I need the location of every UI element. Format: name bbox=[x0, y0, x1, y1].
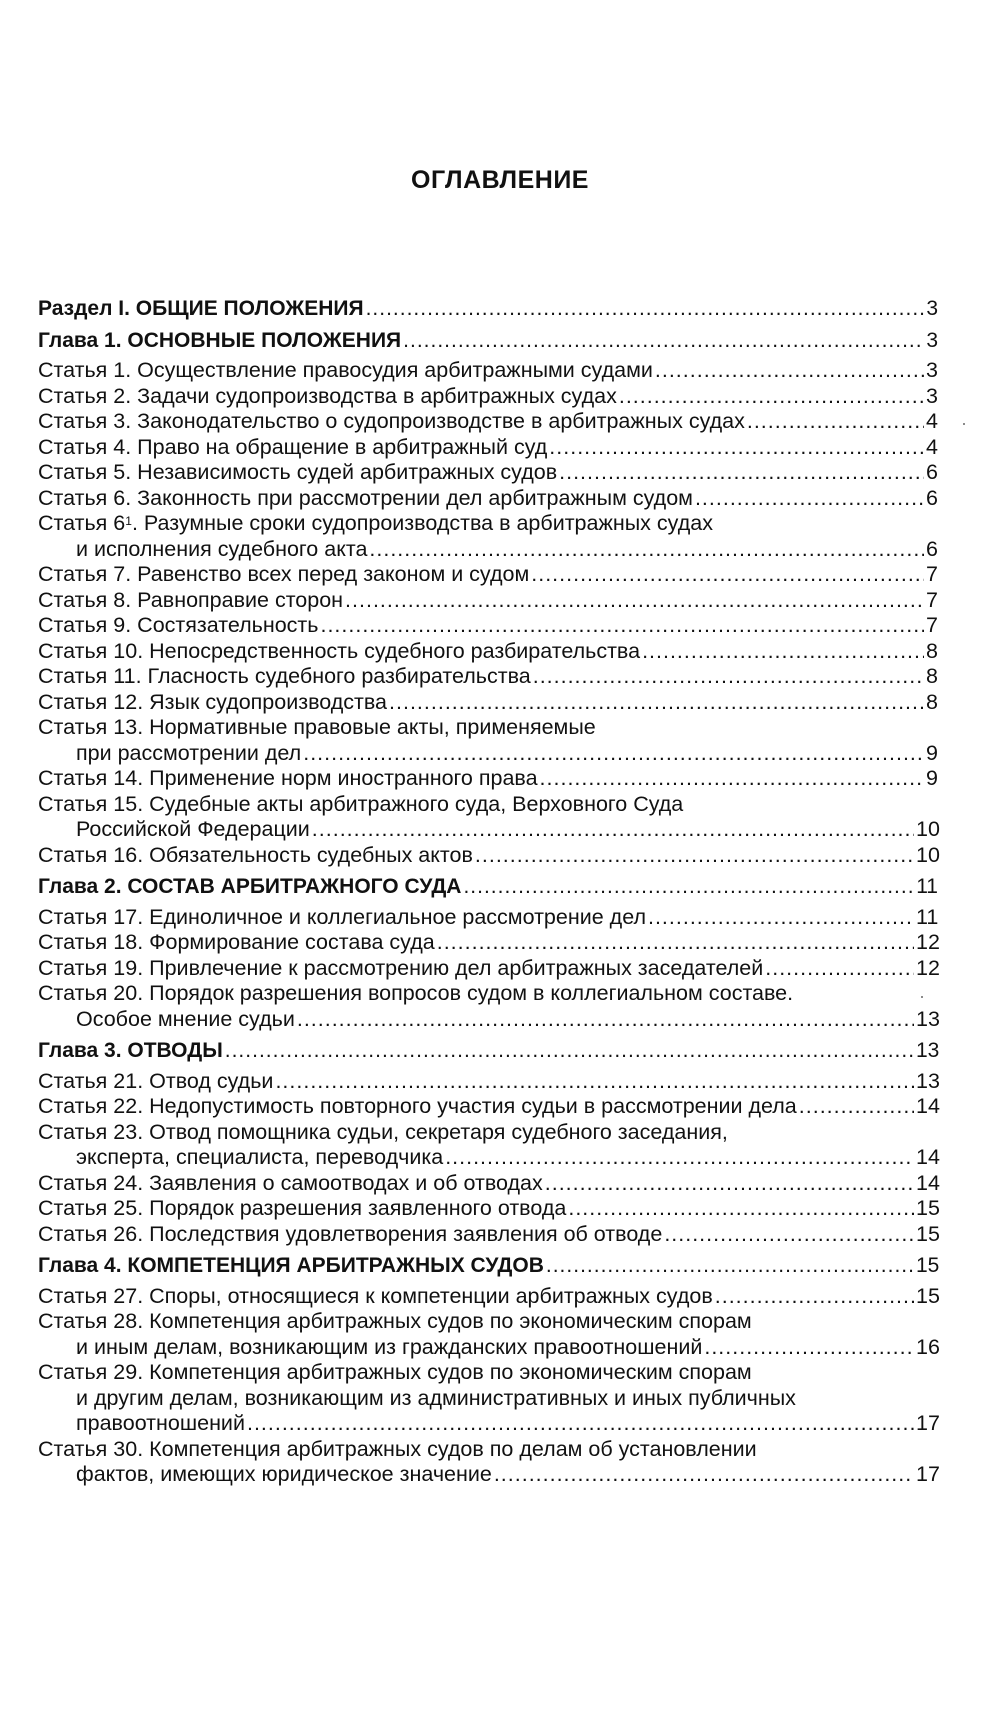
page-number: 15 bbox=[916, 1196, 940, 1220]
toc-entry[interactable] bbox=[38, 766, 938, 792]
entry-label: Статья 20. Порядок разрешения вопросов судом в коллегиальном составе. bbox=[38, 981, 794, 1005]
page-number: 14 bbox=[916, 1170, 940, 1195]
page-number: 8 bbox=[926, 689, 938, 714]
toc-entry[interactable] bbox=[38, 409, 938, 435]
leader-dots bbox=[765, 956, 914, 982]
entry-label-continuation: Особое мнение судьи bbox=[76, 1006, 295, 1031]
entry-label-continuation: правоотношений bbox=[76, 1411, 245, 1435]
leader-dots bbox=[799, 1094, 914, 1120]
entry-label: Статья 2. Задачи судопроизводства в арбитражных судах bbox=[38, 383, 617, 408]
leader-dots bbox=[540, 766, 924, 792]
entry-label: Статья 15. Судебные акты арбитражного суда, Верховного Суда bbox=[38, 791, 684, 816]
leader-dots bbox=[403, 328, 924, 354]
leader-dots bbox=[642, 639, 924, 665]
toc-heading[interactable] bbox=[38, 328, 938, 354]
entry-label: Статья 21. Отвод судьи bbox=[38, 1068, 274, 1093]
page-number: 6 bbox=[926, 460, 938, 484]
toc-entry[interactable] bbox=[38, 1171, 938, 1197]
page-number: 3 bbox=[926, 358, 938, 382]
toc-entry[interactable] bbox=[38, 1094, 938, 1120]
entry-label: Статья 29. Компетенция арбитражных судов по экономическим спорам bbox=[38, 1360, 752, 1384]
entry-label-continuation: при рассмотрении дел bbox=[76, 740, 302, 765]
entry-label bbox=[38, 511, 713, 537]
leader-dots bbox=[568, 1196, 914, 1222]
page-number: 13 bbox=[916, 1039, 940, 1062]
toc-entry[interactable] bbox=[38, 1284, 938, 1310]
leader-dots bbox=[559, 460, 924, 486]
label-superscript: 1 bbox=[125, 514, 132, 528]
toc-heading[interactable] bbox=[38, 1038, 938, 1064]
entry-label: Статья 17. Единоличное и коллегиальное рассмотрение дел bbox=[38, 904, 646, 929]
page-number: 14 bbox=[916, 1145, 940, 1169]
entry-label: Статья 11. Гласность судебного разбирательства bbox=[38, 664, 531, 688]
page-number: 4 bbox=[926, 434, 938, 459]
page-number: 16 bbox=[916, 1334, 940, 1359]
entry-label: Глава 1. ОСНОВНЫЕ ПОЛОЖЕНИЯ bbox=[38, 328, 402, 352]
entry-label: Статья 24. Заявления о самоотводах и об отводах bbox=[38, 1170, 543, 1195]
toc-entry[interactable] bbox=[38, 511, 938, 562]
toc-entry[interactable] bbox=[38, 792, 938, 843]
toc-entry[interactable] bbox=[38, 486, 938, 512]
leader-dots bbox=[664, 1222, 914, 1248]
page-number: 9 bbox=[926, 766, 938, 790]
leader-dots bbox=[369, 537, 924, 563]
leader-dots bbox=[320, 613, 924, 639]
entry-label: Статья 27. Споры, относящиеся к компетенции арбитражных судов bbox=[38, 1283, 713, 1308]
page-number: 3 bbox=[926, 328, 938, 352]
page-number: 17 bbox=[916, 1411, 940, 1435]
entry-label: Статья 16. Обязательность судебных актов bbox=[38, 842, 473, 867]
leader-dots bbox=[533, 664, 924, 690]
leader-dots bbox=[312, 817, 914, 843]
entry-label: Статья 22. Недопустимость повторного участия судьи в рассмотрении дела bbox=[38, 1094, 797, 1118]
leader-dots bbox=[549, 435, 924, 461]
entry-label: Статья 8. Равноправие сторон bbox=[38, 587, 344, 612]
entry-label: Статья 26. Последствия удовлетворения заявления об отводе bbox=[38, 1221, 663, 1246]
entry-label: Статья 19. Привлечение к рассмотрению дел арбитражных заседателей bbox=[38, 955, 764, 980]
toc-entry[interactable] bbox=[38, 930, 938, 956]
toc-entry[interactable] bbox=[38, 843, 938, 869]
label-part: . Разумные сроки судопроизводства в арбитражных судах bbox=[131, 511, 713, 535]
page-number: 10 bbox=[916, 842, 940, 867]
leader-dots bbox=[531, 562, 924, 588]
entry-label: Статья 9. Состязательность bbox=[38, 613, 319, 637]
entry-label-continuation: и исполнения судебного акта bbox=[76, 536, 368, 561]
leader-dots bbox=[648, 905, 914, 931]
leader-dots bbox=[475, 843, 914, 869]
page-number: 11 bbox=[916, 904, 939, 929]
toc-entry[interactable] bbox=[38, 1196, 938, 1222]
toc-entry[interactable] bbox=[38, 562, 938, 588]
toc-entry[interactable] bbox=[38, 664, 938, 690]
toc-entry[interactable] bbox=[38, 384, 938, 410]
toc-entry[interactable] bbox=[38, 690, 938, 716]
leader-dots bbox=[303, 741, 924, 767]
toc-entry[interactable] bbox=[38, 435, 938, 461]
entry-label-continuation: эксперта, специалиста, переводчика bbox=[76, 1145, 444, 1169]
entry-label: Статья 12. Язык судопроизводства bbox=[38, 689, 388, 714]
page-number: 10 bbox=[916, 817, 940, 841]
toc-entry[interactable] bbox=[38, 981, 938, 1032]
print-speck bbox=[963, 423, 965, 425]
entry-label: Статья 10. Непосредственность судебного разбирательства bbox=[38, 638, 641, 663]
toc-entry[interactable] bbox=[38, 1309, 938, 1360]
leader-dots bbox=[366, 296, 925, 322]
toc-entry[interactable] bbox=[38, 588, 938, 614]
page-number: 12 bbox=[916, 930, 940, 954]
page-number: 6 bbox=[926, 485, 938, 510]
entry-label: Статья 30. Компетенция арбитражных судов по делам об установлении bbox=[38, 1436, 757, 1461]
leader-dots bbox=[655, 358, 924, 384]
page-number: 11 bbox=[916, 875, 938, 898]
toc-entry[interactable] bbox=[38, 460, 938, 486]
leader-dots bbox=[695, 486, 924, 512]
page-title: ОГЛАВЛЕНИЕ bbox=[411, 166, 589, 194]
entry-label: Статья 7. Равенство всех перед законом и судом bbox=[38, 562, 530, 586]
leader-dots bbox=[389, 690, 924, 716]
leader-dots bbox=[437, 930, 914, 956]
leader-dots bbox=[545, 1171, 914, 1197]
toc-entry[interactable] bbox=[38, 1222, 938, 1248]
toc-heading[interactable] bbox=[38, 296, 938, 322]
entry-label: Статья 6. Законность при рассмотрении дел арбитражным судом bbox=[38, 485, 693, 510]
leader-dots bbox=[546, 1253, 914, 1279]
toc-entry[interactable] bbox=[38, 1069, 938, 1095]
entry-label-continuation: и иным делам, возникающим из гражданских правоотношений bbox=[76, 1334, 703, 1359]
page-number: 15 bbox=[916, 1283, 940, 1308]
toc-entry[interactable] bbox=[38, 613, 938, 639]
entry-label: Статья 14. Применение норм иностранного права bbox=[38, 766, 538, 790]
toc-entry[interactable] bbox=[38, 905, 938, 931]
entry-label: Статья 4. Право на обращение в арбитражный суд bbox=[38, 434, 548, 459]
entry-label: Статья 1. Осуществление правосудия арбитражными судами bbox=[38, 358, 653, 382]
leader-dots bbox=[297, 1007, 914, 1033]
page-number: 8 bbox=[926, 638, 938, 663]
page-number: 4 bbox=[926, 409, 938, 433]
table-of-contents bbox=[38, 296, 938, 1488]
leader-dots bbox=[494, 1462, 914, 1488]
entry-label: Глава 3. ОТВОДЫ bbox=[38, 1039, 223, 1062]
page-number: 14 bbox=[916, 1094, 940, 1118]
leader-dots bbox=[747, 409, 924, 435]
entry-label: Статья 25. Порядок разрешения заявленного отвода bbox=[38, 1196, 567, 1220]
leader-dots bbox=[445, 1145, 914, 1171]
leader-dots bbox=[345, 588, 924, 614]
toc-heading[interactable] bbox=[38, 1253, 938, 1279]
page-number: 15 bbox=[916, 1254, 940, 1277]
toc-heading[interactable] bbox=[38, 874, 938, 900]
entry-label: Раздел I. ОБЩИЕ ПОЛОЖЕНИЯ bbox=[38, 297, 364, 320]
entry-label: Статья 23. Отвод помощника судьи, секретаря судебного заседания, bbox=[38, 1119, 728, 1144]
entry-label: Статья 28. Компетенция арбитражных судов по экономическим спорам bbox=[38, 1309, 752, 1333]
leader-dots bbox=[275, 1069, 914, 1095]
toc-entry[interactable] bbox=[38, 639, 938, 665]
leader-dots bbox=[247, 1411, 914, 1437]
toc-entry[interactable] bbox=[38, 1360, 938, 1437]
toc-entry[interactable] bbox=[38, 715, 938, 766]
page-number: 7 bbox=[926, 587, 938, 612]
page-number: 3 bbox=[926, 297, 938, 320]
page-number: 6 bbox=[926, 536, 938, 561]
page-number: 7 bbox=[926, 562, 938, 586]
page-number: 12 bbox=[916, 955, 940, 980]
page-number: 17 bbox=[916, 1462, 940, 1486]
leader-dots bbox=[619, 384, 924, 410]
leader-dots bbox=[715, 1284, 914, 1310]
leader-dots bbox=[704, 1335, 914, 1361]
print-speck bbox=[921, 996, 923, 998]
page-number: 9 bbox=[926, 740, 938, 765]
page-number: 3 bbox=[926, 383, 938, 408]
entry-label-continuation: фактов, имеющих юридическое значение bbox=[76, 1462, 492, 1486]
label-part: Статья 6 bbox=[38, 511, 126, 535]
page-number: 15 bbox=[916, 1221, 940, 1246]
entry-label: Статья 5. Независимость судей арбитражных судов bbox=[38, 460, 558, 484]
entry-label-continuation: Российской Федерации bbox=[76, 817, 310, 841]
page-number: 13 bbox=[916, 1068, 940, 1093]
entry-label: Статья 13. Нормативные правовые акты, применяемые bbox=[38, 715, 596, 739]
entry-label: Глава 4. КОМПЕТЕНЦИЯ АРБИТРАЖНЫХ СУДОВ bbox=[38, 1254, 544, 1277]
entry-label: Статья 3. Законодательство о судопроизводстве в арбитражных судах bbox=[38, 409, 745, 433]
leader-dots bbox=[225, 1038, 914, 1064]
toc-entry[interactable] bbox=[38, 1120, 938, 1171]
page-number: 7 bbox=[926, 613, 938, 637]
entry-label: Статья 18. Формирование состава суда bbox=[38, 930, 435, 954]
leader-dots bbox=[463, 874, 914, 900]
page-number: 13 bbox=[916, 1006, 940, 1031]
entry-label: Глава 2. СОСТАВ АРБИТРАЖНОГО СУДА bbox=[38, 875, 462, 898]
toc-entry[interactable] bbox=[38, 956, 938, 982]
entry-label-continuation: и другим делам, возникающим из административных и иных публичных bbox=[76, 1385, 796, 1410]
page-number: 8 bbox=[926, 664, 938, 688]
toc-entry[interactable] bbox=[38, 358, 938, 384]
toc-entry[interactable] bbox=[38, 1437, 938, 1488]
